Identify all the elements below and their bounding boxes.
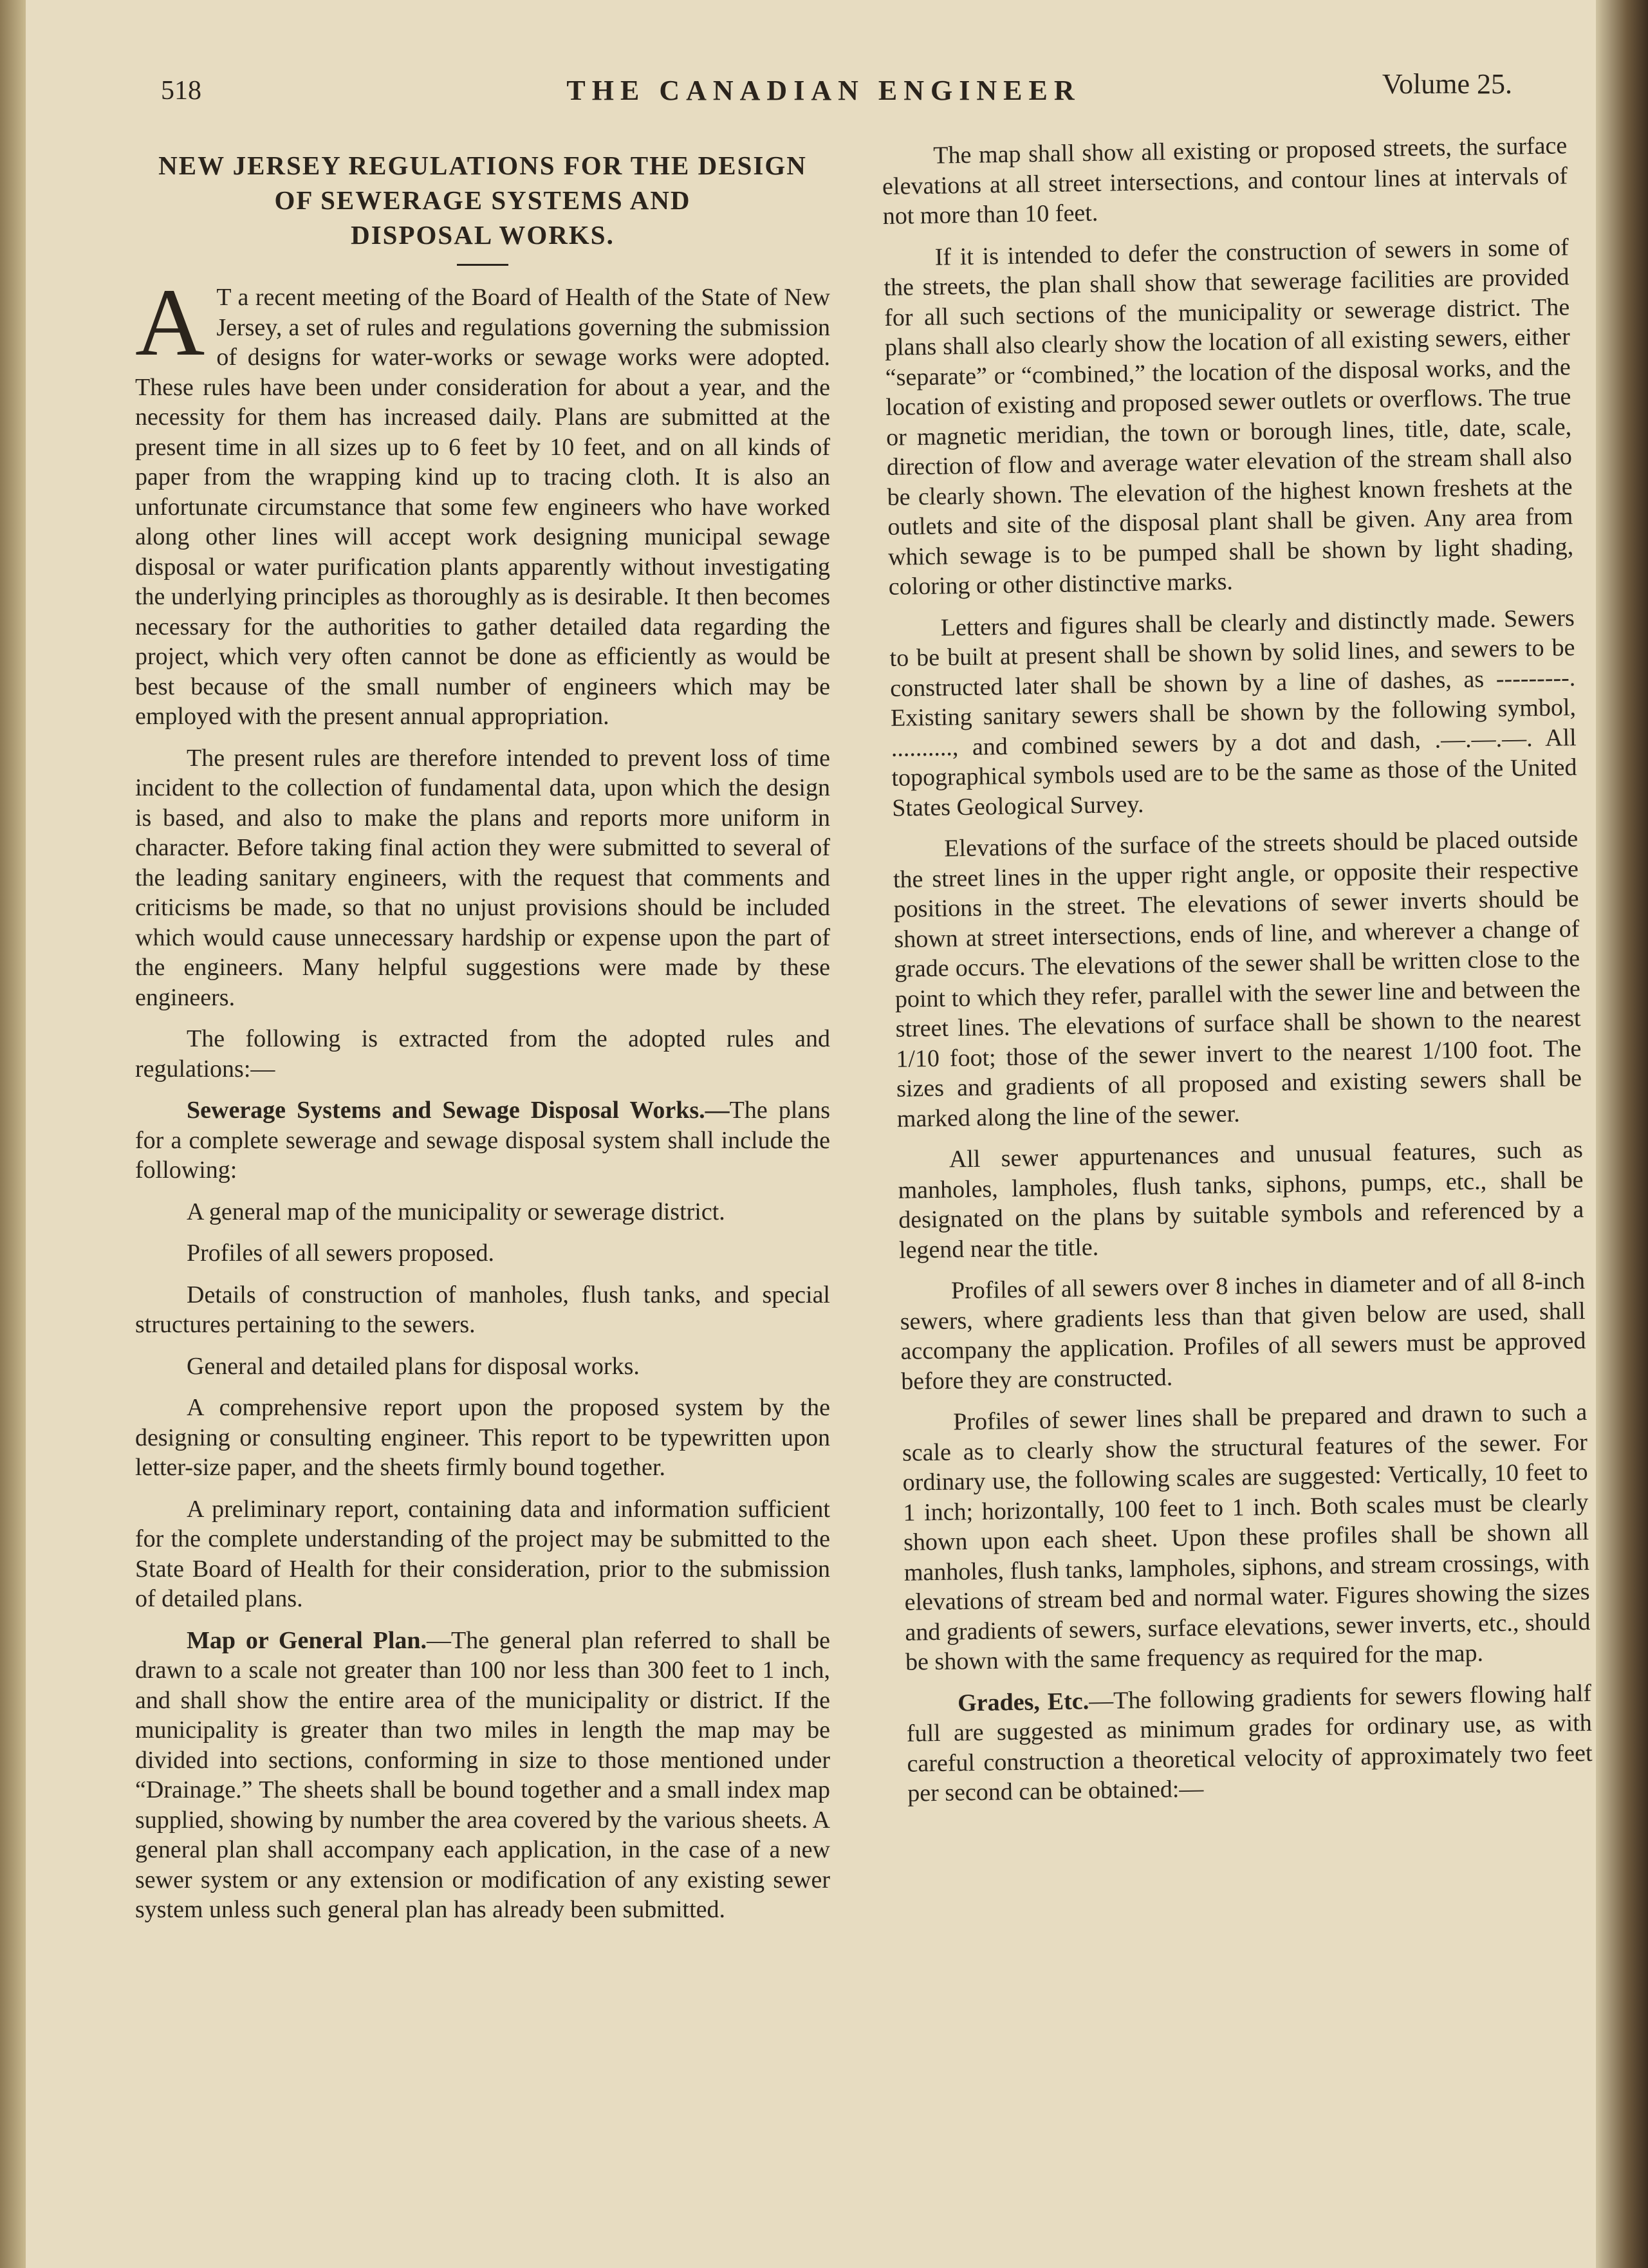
section-text: —The general plan referred to shall be drawn to a scale not greater than 100 nor less than 300 feet to 1 inch, and shall show the entire area of the municipality or district. If the municipality is greater than two miles in length the map may be divided into sections, conforming in size to those mentioned under “Drainage.” The sheets shall be bound together and a small index map supplied, showing by number the area covered by the various sheets. A general plan shall accompany each application, in the case of a new sewer system or any extension or modification of any existing sewer system unless such general plan has already been submitted. <box>135 1626 830 1923</box>
intro-text: T a recent meeting of the Board of Health of the State of New Jersey, a set of rules and regulations governing the submission of designs for water-works or sewage works were adopted. These rules have been under consideration for about a year, and the necessity for them has increased daily. Plans are submitted at the present time in all sizes up to 6 feet by 10 feet, and on all kinds of paper from the wrapping kind up to tracing cloth. It is also an unfortunate circumstance that some few engineers who have worked along other lines will accept work designing municipal sewage disposal or water purification plants apparently without investigating the underlying principles as thoroughly as is desirable. It then becomes necessary for the authorities to gather detailed data regarding the project, which very often cannot be done as efficiently as would be best because of the small number of engineers which may be employed with the present annual appropriation. <box>135 284 830 730</box>
paragraph: Elevations of the surface of the streets should be placed outside the street lines in the upper right angle, or opposite their respective positions in the street. The elevations of sewer inverts should be shown at street intersections, ends of line, and wherever a change of grade occurs. The elevations of the sewer shall be written close to the point to which they refer, parallel with the sewer line and between the street lines. The elevations of surface shall be shown to the nearest 1/10 foot; those of the sewer invert to the nearest 1/100 foot. The sizes and gradients of all proposed and existing sewers shall be marked along the line of the sewer. <box>893 825 1582 1133</box>
right-column <box>882 131 1593 1820</box>
list-item: A comprehensive report upon the proposed system by the designing or consulting engineer. This report to be typewritten upon letter-size paper, and the sheets firmly bound together. <box>135 1394 830 1481</box>
section-text: The plans for a complete sewerage and sewage disposal system shall include the following: <box>135 1097 831 1184</box>
list-item: Details of construction of manholes, flush tanks, and special structures pertaining to the sewers. <box>135 1281 830 1338</box>
section-heading: Grades, Etc. <box>957 1687 1089 1716</box>
paragraph: Profiles of sewer lines shall be prepared and drawn to such a scale as to clearly show the structural features of the sewer. For ordinary use, the following scales are suggested: Vertically, 10 feet to 1 inch; horizontally, 100 feet to 1 inch. Both scales must be clearly shown upon each sheet. Upon these profiles shall be shown all manholes, flush tanks, lampholes, siphons, and stream crossings, with elevations of stream bed and normal water. Figures showing the sizes and gradients of sewers, surface elevations, sewer inverts, etc., should be shown with the same frequency as required for the map. <box>902 1399 1591 1676</box>
list-item: General and detailed plans for disposal works. <box>187 1352 640 1380</box>
title-line: OF SEWERAGE SYSTEMS AND <box>274 185 691 215</box>
paragraph: Profiles of all sewers over 8 inches in diameter and of all 8-inch sewers, where gradients less than that given below are used, shall accompany the application. Profiles of all sewers must be approved before they are constructed. <box>900 1267 1586 1395</box>
paragraph: The map shall show all existing or proposed streets, the surface elevations at all street intersections, and contour lines at intervals of not more than 10 feet. <box>882 132 1568 230</box>
section-heading: Map or General Plan. <box>187 1626 427 1654</box>
page-number: 518 <box>161 76 201 106</box>
map-paragraph <box>135 1626 830 1925</box>
section-heading: Sewerage Systems and Sewage Disposal Works.— <box>187 1097 730 1124</box>
section-text: —The following gradients for sewers flowing half full are suggested as minimum grades for ordinary use, as with careful construction a theoretical velocity of approximately two feet per second can be obtained:— <box>906 1679 1593 1807</box>
journal-title: THE CANADIAN ENGINEER <box>566 75 1081 106</box>
running-header <box>135 68 1512 113</box>
page-gutter-right <box>1596 0 1648 2268</box>
paragraph: If it is intended to defer the construction of sewers in some of the streets, the plan shall show that sewerage facilities are provided for all such sections of the municipality or sewerage district. The plans shall also clearly show the location of all existing sewers, either “separate” or “combined,” the location of the disposal works, and the location of existing and proposed sewer outlets or overflows. The true or magnetic meridian, the town or borough lines, title, date, scale, direction of flow and average water elevation of the stream shall also be clearly shown. The elevation of the highest known freshets at the outlets and site of the disposal plant shall be given. Any area from which sewage is to be pumped shall be shown by light shading, coloring or other distinctive marks. <box>884 233 1574 600</box>
paragraph: The present rules are therefore intended to prevent loss of time incident to the collection of fundamental data, upon which the design is based, and also to make the plans and reports more uniform in character. Before taking final action they were submitted to several of the leading sanitary engineers, with the request that comments and criticisms be made, so that no unjust provisions should be included which would cause unnecessary hardship or expense upon the part of the engineers. Many helpful suggestions were made by these engineers. <box>135 744 830 1011</box>
paragraph: All sewer appurtenances and unusual features, such as manholes, lampholes, flush tanks, siphons, pumps, etc., shall be designated on the plans by suitable symbols and referenced by a legend near the title. <box>898 1136 1584 1264</box>
grades-paragraph <box>906 1678 1593 1808</box>
intro-paragraph <box>135 269 830 732</box>
paragraph: Letters and figures shall be clearly and distinctly made. Sewers to be built at present shall be shown by solid lines, and sewers to be constructed later shall be shown by a line of dashes, as ---------. Existing sanitary sewers shall be shown by the following symbol, .........., and combined sewers by a dot and dash, .—.—.—. All topographical symbols used are to be the same as those of the United States Geological Survey. <box>889 604 1577 822</box>
drop-cap: A <box>135 269 205 376</box>
sewerage-paragraph <box>135 1095 830 1185</box>
list-item: Profiles of all sewers proposed. <box>187 1240 495 1267</box>
article-title <box>135 148 830 252</box>
title-line: NEW JERSEY REGULATIONS FOR THE DESIGN <box>158 151 807 180</box>
title-line: DISPOSAL WORKS. <box>351 220 615 250</box>
paragraph: The following is extracted from the adopted rules and regulations:— <box>135 1025 830 1083</box>
list-item: A preliminary report, containing data and information sufficient for the complete understanding of the project may be submitted to the State Board of Health for their consideration, prior to the submission of detailed plans. <box>135 1495 830 1612</box>
volume-label: Volume 25. <box>1382 68 1512 100</box>
page-gutter-left <box>0 0 26 2268</box>
left-column <box>135 142 830 1937</box>
title-rule <box>457 264 508 266</box>
list-item: A general map of the municipality or sewerage district. <box>187 1198 725 1225</box>
